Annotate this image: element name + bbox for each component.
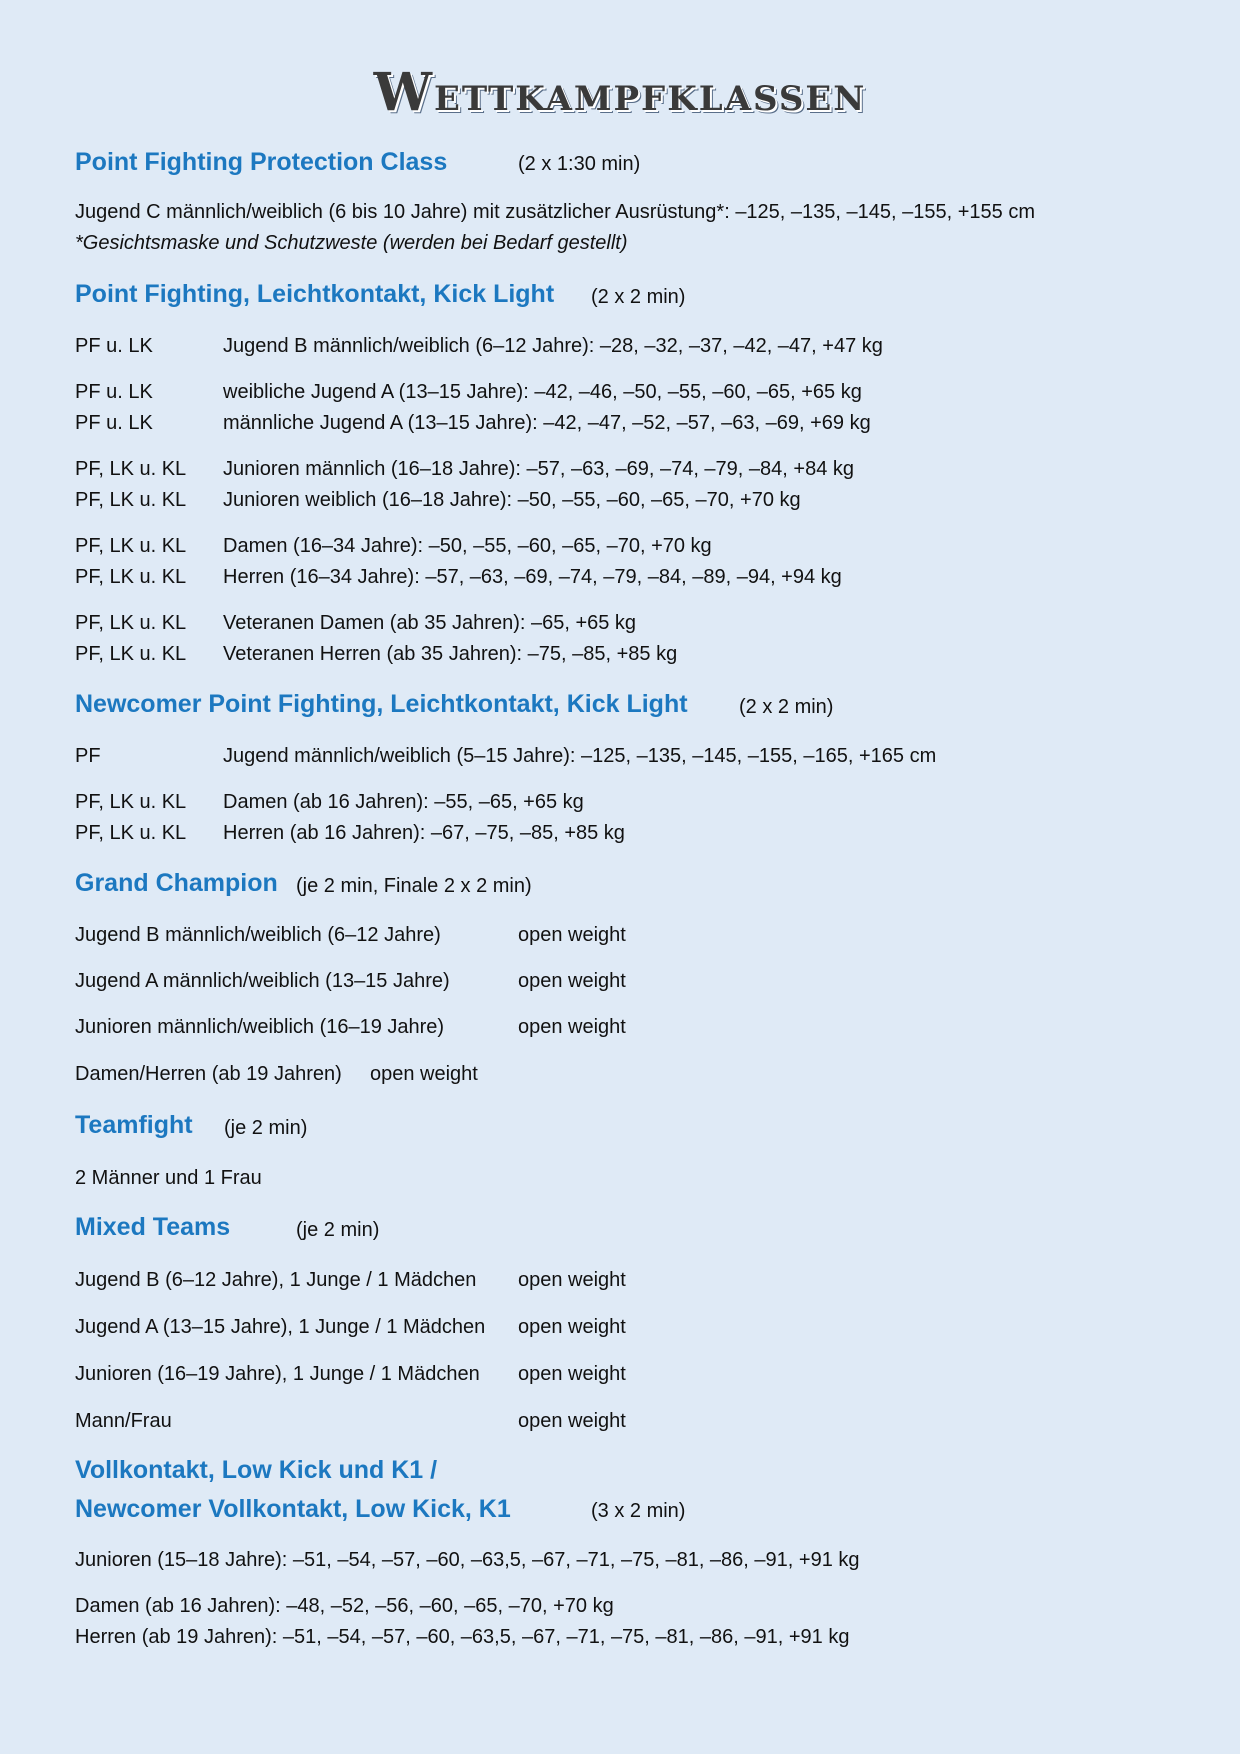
pf-row-category: PF, LK u. KL: [75, 566, 187, 588]
teamfight-line: 2 Männer und 1 Frau: [75, 1167, 262, 1189]
duration-newcomer: (2 x 2 min): [739, 696, 834, 718]
pf-row-category: PF, LK u. KL: [75, 489, 187, 511]
duration-protection-class: (2 x 1:30 min): [518, 153, 641, 175]
newcomer-row-category: PF, LK u. KL: [75, 791, 187, 813]
newcomer-row-category: PF: [75, 745, 101, 767]
mixed-row-weight: open weight: [518, 1363, 626, 1385]
duration-vollkontakt: (3 x 2 min): [591, 1500, 686, 1522]
gc-row-label: Damen/Herren (ab 19 Jahren): [75, 1063, 342, 1085]
vk-row: Damen (ab 16 Jahren): –48, –52, –56, –60, –65, –70, +70 kg: [75, 1595, 614, 1617]
duration-mixed-teams: (je 2 min): [296, 1219, 380, 1241]
gc-row-weight: open weight: [370, 1063, 478, 1085]
mixed-row-label: Jugend B (6–12 Jahre), 1 Junge / 1 Mädchen: [75, 1269, 477, 1291]
gc-row-label: Junioren männlich/weiblich (16–19 Jahre): [75, 1016, 445, 1038]
heading-protection-class: Point Fighting Protection Class: [75, 148, 448, 176]
mixed-row-label: Junioren (16–19 Jahre), 1 Junge / 1 Mädchen: [75, 1363, 480, 1385]
duration-teamfight: (je 2 min): [224, 1117, 308, 1139]
newcomer-row-category: PF, LK u. KL: [75, 822, 187, 844]
heading-newcomer-vollkontakt: Newcomer Vollkontakt, Low Kick, K1: [75, 1495, 511, 1523]
heading-point-fighting: Point Fighting, Leichtkontakt, Kick Light: [75, 280, 555, 308]
pf-row-text: Veteranen Damen (ab 35 Jahren): –65, +65 kg: [223, 612, 637, 634]
mixed-row-weight: open weight: [518, 1316, 626, 1338]
heading-vollkontakt: Vollkontakt, Low Kick und K1 /: [75, 1456, 438, 1484]
gc-row-weight: open weight: [518, 1016, 626, 1038]
pf-row-text: männliche Jugend A (13–15 Jahre): –42, –47, –52, –57, –63, –69, +69 kg: [223, 412, 871, 434]
heading-teamfight: Teamfight: [75, 1111, 193, 1139]
protection-class-line: Jugend C männlich/weiblich (6 bis 10 Jahre) mit zusätzlicher Ausrüstung*: –125, –135, –145, –155, +155 cm: [75, 201, 1035, 223]
pf-row-category: PF u. LK: [75, 381, 153, 403]
gc-row-label: Jugend B männlich/weiblich (6–12 Jahre): [75, 924, 441, 946]
mixed-row-weight: open weight: [518, 1410, 626, 1432]
pf-row-category: PF, LK u. KL: [75, 458, 187, 480]
pf-row-text: Junioren männlich (16–18 Jahre): –57, –63, –69, –74, –79, –84, +84 kg: [223, 458, 855, 480]
pf-row-text: Veteranen Herren (ab 35 Jahren): –75, –85, +85 kg: [223, 643, 678, 665]
mixed-row-weight: open weight: [518, 1269, 626, 1291]
pf-row-category: PF, LK u. KL: [75, 535, 187, 557]
pf-row-text: Junioren weiblich (16–18 Jahre): –50, –55, –60, –65, –70, +70 kg: [223, 489, 801, 511]
pf-row-category: PF u. LK: [75, 412, 153, 434]
vk-row: Herren (ab 19 Jahren): –51, –54, –57, –60, –63,5, –67, –71, –75, –81, –86, –91, +91 kg: [75, 1626, 850, 1648]
gc-row-weight: open weight: [518, 970, 626, 992]
pf-row-text: weibliche Jugend A (13–15 Jahre): –42, –46, –50, –55, –60, –65, +65 kg: [223, 381, 862, 403]
gc-row-weight: open weight: [518, 924, 626, 946]
pf-row-text: Herren (16–34 Jahre): –57, –63, –69, –74, –79, –84, –89, –94, +94 kg: [223, 566, 842, 588]
pf-row-category: PF u. LK: [75, 335, 153, 357]
mixed-row-label: Mann/Frau: [75, 1410, 172, 1432]
duration-grand-champion: (je 2 min, Finale 2 x 2 min): [296, 875, 532, 897]
newcomer-row-text: Jugend männlich/weiblich (5–15 Jahre): –125, –135, –145, –155, –165, +165 cm: [223, 745, 937, 767]
pf-row-category: PF, LK u. KL: [75, 643, 187, 665]
heading-mixed-teams: Mixed Teams: [75, 1213, 231, 1241]
gc-row-label: Jugend A männlich/weiblich (13–15 Jahre): [75, 970, 450, 992]
vk-row: Junioren (15–18 Jahre): –51, –54, –57, –60, –63,5, –67, –71, –75, –81, –86, –91, +91 kg: [75, 1549, 860, 1571]
page-title: WETTKAMPFKLASSEN: [373, 62, 867, 123]
heading-grand-champion: Grand Champion: [75, 869, 278, 897]
protection-class-note: *Gesichtsmaske und Schutzweste (werden bei Bedarf gestellt): [75, 232, 628, 254]
newcomer-row-text: Herren (ab 16 Jahren): –67, –75, –85, +85 kg: [223, 822, 625, 844]
newcomer-row-text: Damen (ab 16 Jahren): –55, –65, +65 kg: [223, 791, 584, 813]
pf-row-category: PF, LK u. KL: [75, 612, 187, 634]
pf-row-text: Damen (16–34 Jahre): –50, –55, –60, –65, –70, +70 kg: [223, 535, 712, 557]
heading-newcomer: Newcomer Point Fighting, Leichtkontakt, Kick Light: [75, 690, 688, 718]
mixed-row-label: Jugend A (13–15 Jahre), 1 Junge / 1 Mädchen: [75, 1316, 486, 1338]
pf-row-text: Jugend B männlich/weiblich (6–12 Jahre): –28, –32, –37, –42, –47, +47 kg: [223, 335, 883, 357]
duration-point-fighting: (2 x 2 min): [591, 286, 686, 308]
